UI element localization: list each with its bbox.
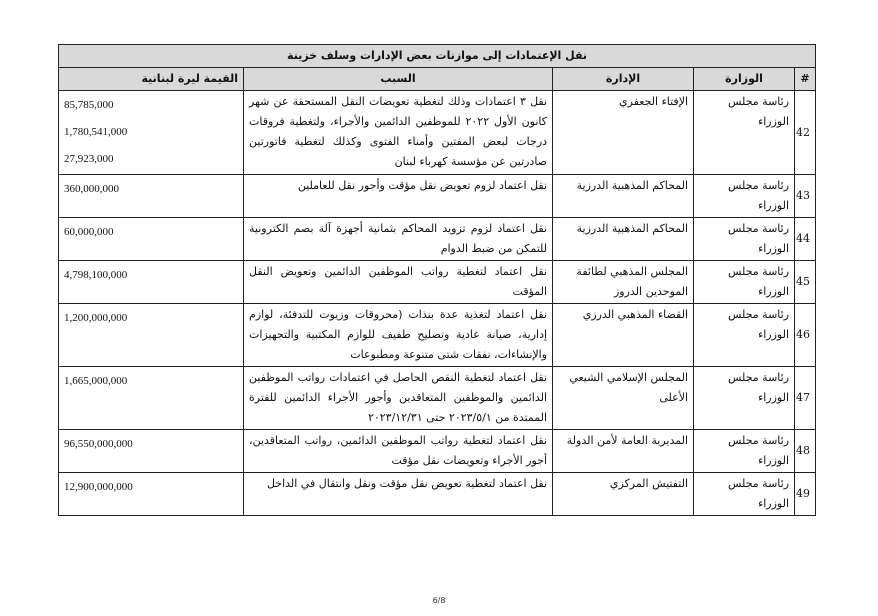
row-department: المجلس المذهبي لطائفة الموحدين الدروز (553, 261, 694, 304)
row-reason: نقل اعتماد لتغطية رواتب الموظفين الدائمين، رواتب المتعاقدين، أجور الأجراء وتعويضات نقل مؤقت (244, 430, 553, 473)
table-row (59, 218, 816, 261)
amount-value: 12,900,000,000 (64, 481, 133, 493)
table-title: نقل الإعتمادات إلى موازنات بعض الإدارات وسلف خزينة (59, 45, 816, 68)
row-values (59, 91, 244, 175)
appropriations-table (58, 44, 816, 516)
row-values (59, 261, 244, 304)
row-ministry: رئاسة مجلس الوزراء (694, 367, 795, 430)
row-number: 42 (795, 91, 816, 175)
amount-value: 1,780,541,000 (64, 126, 128, 138)
row-department: المجلس الإسلامي الشيعي الأعلى (553, 367, 694, 430)
page-number: 6/8 (432, 596, 446, 605)
row-number: 43 (795, 175, 816, 218)
row-values (59, 430, 244, 473)
row-values (59, 367, 244, 430)
header-row (59, 68, 816, 91)
row-reason: نقل ٣ اعتمادات وذلك لتغطية تعويضات النقل المستحقة عن شهر كانون الأول ٢٠٢٢ للموظفين الدائمين والأجراء، ولتغطية فروقات درجات لبعض المفتين وأمناء الفتوى وكذلك لتغطية فاتورتين صادرتين عن مؤسسة كهرباء لبنان (244, 91, 553, 175)
amount-value: 4,798,100,000 (64, 269, 128, 281)
row-ministry: رئاسة مجلس الوزراء (694, 175, 795, 218)
row-ministry: رئاسة مجلس الوزراء (694, 218, 795, 261)
amount-value: 96,550,000,000 (64, 438, 133, 450)
row-reason: نقل اعتماد لتغطية تعويض نقل مؤقت ونقل وانتقال في الداخل (244, 473, 553, 516)
row-ministry: رئاسة مجلس الوزراء (694, 91, 795, 175)
row-department: المحاكم المذهبية الدرزية (553, 175, 694, 218)
row-department: المديرية العامة لأمن الدولة (553, 430, 694, 473)
amount-value: 360,000,000 (64, 183, 119, 195)
table-row (59, 261, 816, 304)
row-ministry: رئاسة مجلس الوزراء (694, 430, 795, 473)
row-department: التفتيش المركزي (553, 473, 694, 516)
table-row (59, 175, 816, 218)
row-number: 47 (795, 367, 816, 430)
table-row (59, 473, 816, 516)
row-ministry: رئاسة مجلس الوزراء (694, 304, 795, 367)
amount-value: 27,923,000 (64, 153, 114, 165)
row-department: المحاكم المذهبية الدرزية (553, 218, 694, 261)
row-number: 49 (795, 473, 816, 516)
table-row (59, 91, 816, 175)
row-reason: نقل اعتماد لزوم تعويض نقل مؤقت وأجور نقل للعاملين (244, 175, 553, 218)
row-reason: نقل اعتماد لزوم تزويد المحاكم بثمانية أجهزة آلة بصم الكترونية للتمكن من ضبط الدوام (244, 218, 553, 261)
row-ministry: رئاسة مجلس الوزراء (694, 261, 795, 304)
row-values (59, 473, 244, 516)
row-department: القضاء المذهبي الدرزي (553, 304, 694, 367)
amount-value: 1,200,000,000 (64, 312, 128, 324)
row-number: 46 (795, 304, 816, 367)
amount-value: 85,785,000 (64, 99, 114, 111)
row-values (59, 304, 244, 367)
row-values (59, 218, 244, 261)
table-row (59, 367, 816, 430)
amount-value: 1,665,000,000 (64, 375, 128, 387)
row-values (59, 175, 244, 218)
row-ministry: رئاسة مجلس الوزراء (694, 473, 795, 516)
header-value: القيمة ليرة لبنانية (59, 68, 244, 91)
row-number: 45 (795, 261, 816, 304)
row-reason: نقل اعتماد لتغطية رواتب الموظفين الدائمين وتعويض النقل المؤقت (244, 261, 553, 304)
header-reason: السبب (244, 68, 553, 91)
header-num: # (795, 68, 816, 91)
header-department: الإدارة (553, 68, 694, 91)
row-number: 44 (795, 218, 816, 261)
row-reason: نقل اعتماد لتغذية عدة بنذات (محروقات وزيوت للتدفئة، لوازم إدارية، صيانة عادية وتصليح طفيف للوازم المكتبية والتجهيزات والإنشاءات، نفقات شتى متنوعة ومطبوعات (244, 304, 553, 367)
table-row (59, 304, 816, 367)
row-department: الإفتاء الجعفري (553, 91, 694, 175)
header-ministry: الوزارة (694, 68, 795, 91)
row-number: 48 (795, 430, 816, 473)
table-row (59, 430, 816, 473)
amount-value: 60,000,000 (64, 226, 114, 238)
row-reason: نقل اعتماد لتغطية النقص الحاصل في اعتمادات رواتب الموظفين الدائمين والموظفين المتعاقدين وأجور الأجراء الدائمين للفترة الممتدة من ٢٠٢٣/٥/١ حتى ٢٠٢٣/١٢/٣١ (244, 367, 553, 430)
